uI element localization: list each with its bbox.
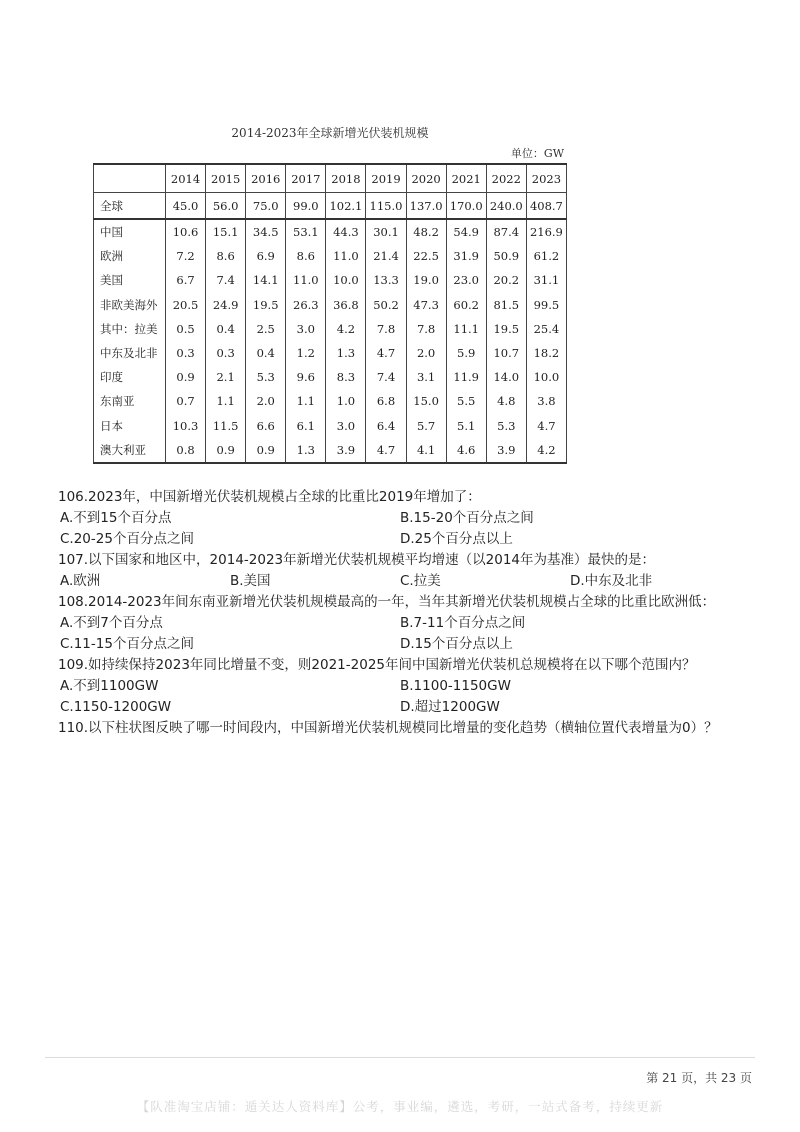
options-row xyxy=(60,508,780,529)
table-cell: 10.0 xyxy=(326,268,366,292)
table-cell: 87.4 xyxy=(486,219,526,244)
table-cell: 0.8 xyxy=(166,438,206,463)
row-label: 中东及北非 xyxy=(94,341,166,365)
table-cell: 5.5 xyxy=(446,389,486,413)
table-cell: 60.2 xyxy=(446,293,486,317)
table-cell: 1.1 xyxy=(206,389,246,413)
options-row xyxy=(60,529,780,550)
table-cell: 19.5 xyxy=(246,293,286,317)
year-header: 2021 xyxy=(446,164,486,193)
table-cell: 7.4 xyxy=(366,365,406,389)
year-header: 2019 xyxy=(366,164,406,193)
answer-option: C.1150-1200GW xyxy=(60,699,172,715)
table-cell: 48.2 xyxy=(406,219,446,244)
table-row xyxy=(94,341,567,365)
table-cell: 6.9 xyxy=(246,244,286,268)
table-row xyxy=(94,219,567,244)
table-cell: 7.4 xyxy=(206,268,246,292)
table-cell: 1.2 xyxy=(286,341,326,365)
question-stem: 109.如持续保持2023年同比增量不变，则2021-2025年间中国新增光伏装机总规模将在以下哪个范围内？ xyxy=(58,657,696,673)
watermark: 【队准淘宝店铺：遁关达人资料库】公考，事业编，遴选，考研，一站式备考，持续更新 xyxy=(136,1099,664,1114)
table-cell: 4.7 xyxy=(526,414,566,438)
table-cell: 31.1 xyxy=(526,268,566,292)
table-cell: 23.0 xyxy=(446,268,486,292)
table-cell: 11.0 xyxy=(286,268,326,292)
row-label: 非欧美海外 xyxy=(94,293,166,317)
table-cell: 3.8 xyxy=(526,389,566,413)
answer-option: A.欧洲 xyxy=(60,573,101,589)
row-label: 澳大利亚 xyxy=(94,438,166,463)
year-header: 2015 xyxy=(206,164,246,193)
table-cell: 8.3 xyxy=(326,365,366,389)
table-cell: 137.0 xyxy=(406,193,446,220)
table-row xyxy=(94,293,567,317)
year-header: 2016 xyxy=(246,164,286,193)
table-cell: 11.9 xyxy=(446,365,486,389)
header-corner xyxy=(94,164,166,193)
table-cell: 4.6 xyxy=(446,438,486,463)
table-cell: 24.9 xyxy=(206,293,246,317)
table-cell: 0.5 xyxy=(166,317,206,341)
answer-option: B.美国 xyxy=(230,573,271,589)
table-cell: 2.0 xyxy=(246,389,286,413)
question-stem: 110.以下柱状图反映了哪一时间段内，中国新增光伏装机规模同比增量的变化趋势（横轴位置代表增量为0）？ xyxy=(58,720,718,736)
table-cell: 8.6 xyxy=(286,244,326,268)
table-cell: 30.1 xyxy=(366,219,406,244)
table-cell: 50.2 xyxy=(366,293,406,317)
table-cell: 5.3 xyxy=(246,365,286,389)
table-cell: 14.1 xyxy=(246,268,286,292)
table-cell: 0.9 xyxy=(166,365,206,389)
table-cell: 4.7 xyxy=(366,341,406,365)
table-cell: 10.7 xyxy=(486,341,526,365)
table-cell: 3.0 xyxy=(326,414,366,438)
table-cell: 13.3 xyxy=(366,268,406,292)
table-cell: 2.0 xyxy=(406,341,446,365)
answer-option: C.拉美 xyxy=(400,573,441,589)
answer-option: D.25个百分点以上 xyxy=(400,531,513,547)
question xyxy=(60,592,780,655)
year-header: 2017 xyxy=(286,164,326,193)
table-cell: 14.0 xyxy=(486,365,526,389)
table-row xyxy=(94,389,567,413)
answer-option: C.20-25个百分点之间 xyxy=(60,531,194,547)
table-cell: 61.2 xyxy=(526,244,566,268)
table-cell: 6.8 xyxy=(366,389,406,413)
table-cell: 3.9 xyxy=(326,438,366,463)
question xyxy=(60,718,780,739)
answer-option: A.不到15个百分点 xyxy=(60,510,172,526)
table-cell: 5.1 xyxy=(446,414,486,438)
table-cell: 36.8 xyxy=(326,293,366,317)
table-cell: 240.0 xyxy=(486,193,526,220)
table-row xyxy=(94,193,567,220)
question-stem: 108.2014-2023年间东南亚新增光伏装机规模最高的一年，当年其新增光伏装机规模占全球的比重比欧洲低： xyxy=(58,594,716,610)
row-label: 印度 xyxy=(94,365,166,389)
table-cell: 5.7 xyxy=(406,414,446,438)
table-cell: 6.1 xyxy=(286,414,326,438)
row-label: 全球 xyxy=(94,193,166,220)
table-cell: 20.2 xyxy=(486,268,526,292)
table-header-row xyxy=(94,164,567,193)
table-cell: 6.4 xyxy=(366,414,406,438)
table-cell: 18.2 xyxy=(526,341,566,365)
table-cell: 34.5 xyxy=(246,219,286,244)
table-cell: 19.5 xyxy=(486,317,526,341)
table-row xyxy=(94,317,567,341)
table-cell: 10.3 xyxy=(166,414,206,438)
answer-option: D.超过1200GW xyxy=(400,699,500,715)
table-cell: 54.9 xyxy=(446,219,486,244)
table-cell: 6.6 xyxy=(246,414,286,438)
question xyxy=(60,550,780,592)
table-cell: 4.7 xyxy=(366,438,406,463)
footer-divider xyxy=(45,1057,755,1058)
options-row xyxy=(60,613,780,634)
year-header: 2014 xyxy=(166,164,206,193)
table-cell: 4.2 xyxy=(526,438,566,463)
table-cell: 11.0 xyxy=(326,244,366,268)
question-stem: 106.2023年，中国新增光伏装机规模占全球的比重比2019年增加了： xyxy=(58,489,481,505)
table-cell: 7.8 xyxy=(406,317,446,341)
table-cell: 75.0 xyxy=(246,193,286,220)
table-row xyxy=(94,244,567,268)
table-cell: 3.9 xyxy=(486,438,526,463)
table-cell: 56.0 xyxy=(206,193,246,220)
table-cell: 99.0 xyxy=(286,193,326,220)
table-cell: 99.5 xyxy=(526,293,566,317)
table-cell: 3.0 xyxy=(286,317,326,341)
table-cell: 0.9 xyxy=(246,438,286,463)
answer-option: B.15-20个百分点之间 xyxy=(400,510,534,526)
table-cell: 170.0 xyxy=(446,193,486,220)
table-cell: 115.0 xyxy=(366,193,406,220)
table-cell: 0.3 xyxy=(166,341,206,365)
table-cell: 47.3 xyxy=(406,293,446,317)
table-cell: 22.5 xyxy=(406,244,446,268)
options-row xyxy=(60,634,780,655)
answer-option: B.1100-1150GW xyxy=(400,678,511,694)
table-cell: 0.7 xyxy=(166,389,206,413)
table-cell: 11.5 xyxy=(206,414,246,438)
table-cell: 50.9 xyxy=(486,244,526,268)
table-unit: 单位：GW xyxy=(510,147,564,160)
table-cell: 102.1 xyxy=(326,193,366,220)
answer-option: A.不到7个百分点 xyxy=(60,615,163,631)
year-header: 2023 xyxy=(526,164,566,193)
question xyxy=(60,487,780,550)
table-title: 2014-2023年全球新增光伏装机规模 xyxy=(231,126,429,140)
table-cell: 31.9 xyxy=(446,244,486,268)
table-cell: 1.0 xyxy=(326,389,366,413)
table-cell: 81.5 xyxy=(486,293,526,317)
table-cell: 44.3 xyxy=(326,219,366,244)
year-header: 2020 xyxy=(406,164,446,193)
page-number: 第 21 页，共 23 页 xyxy=(646,1071,752,1085)
question xyxy=(60,655,780,718)
row-label: 日本 xyxy=(94,414,166,438)
row-label: 欧洲 xyxy=(94,244,166,268)
answer-option: D.15个百分点以上 xyxy=(400,636,513,652)
table-cell: 216.9 xyxy=(526,219,566,244)
table-row xyxy=(94,268,567,292)
table-row xyxy=(94,365,567,389)
options-row xyxy=(60,571,780,592)
table-cell: 0.4 xyxy=(206,317,246,341)
options-row xyxy=(60,676,780,697)
table-cell: 1.3 xyxy=(326,341,366,365)
table-cell: 10.0 xyxy=(526,365,566,389)
row-label: 东南亚 xyxy=(94,389,166,413)
table-cell: 4.8 xyxy=(486,389,526,413)
table-cell: 0.4 xyxy=(246,341,286,365)
year-header: 2022 xyxy=(486,164,526,193)
table-cell: 25.4 xyxy=(526,317,566,341)
data-table xyxy=(93,163,567,464)
table-cell: 7.2 xyxy=(166,244,206,268)
table-cell: 5.9 xyxy=(446,341,486,365)
table-cell: 1.3 xyxy=(286,438,326,463)
table-row xyxy=(94,414,567,438)
answer-option: C.11-15个百分点之间 xyxy=(60,636,194,652)
question-stem: 107.以下国家和地区中，2014-2023年新增光伏装机规模平均增速（以2014年为基准）最快的是： xyxy=(58,552,655,568)
table-cell: 15.1 xyxy=(206,219,246,244)
answer-option: B.7-11个百分点之间 xyxy=(400,615,526,631)
row-label: 美国 xyxy=(94,268,166,292)
table-cell: 20.5 xyxy=(166,293,206,317)
table-cell: 2.5 xyxy=(246,317,286,341)
table-cell: 4.1 xyxy=(406,438,446,463)
table-cell: 3.1 xyxy=(406,365,446,389)
options-row xyxy=(60,697,780,718)
table-cell: 26.3 xyxy=(286,293,326,317)
table-cell: 4.2 xyxy=(326,317,366,341)
table-cell: 5.3 xyxy=(486,414,526,438)
table-cell: 0.9 xyxy=(206,438,246,463)
table-cell: 19.0 xyxy=(406,268,446,292)
answer-option: A.不到1100GW xyxy=(60,678,159,694)
table-cell: 7.8 xyxy=(366,317,406,341)
year-header: 2018 xyxy=(326,164,366,193)
table-cell: 1.1 xyxy=(286,389,326,413)
table-cell: 10.6 xyxy=(166,219,206,244)
table-cell: 45.0 xyxy=(166,193,206,220)
table-cell: 0.3 xyxy=(206,341,246,365)
row-label: 中国 xyxy=(94,219,166,244)
questions-section xyxy=(60,487,780,739)
table-cell: 408.7 xyxy=(526,193,566,220)
table-row xyxy=(94,438,567,463)
table-cell: 2.1 xyxy=(206,365,246,389)
table-cell: 11.1 xyxy=(446,317,486,341)
answer-option: D.中东及北非 xyxy=(570,573,653,589)
table-cell: 6.7 xyxy=(166,268,206,292)
row-label: 其中：拉美 xyxy=(94,317,166,341)
table-cell: 53.1 xyxy=(286,219,326,244)
table-cell: 9.6 xyxy=(286,365,326,389)
table-cell: 21.4 xyxy=(366,244,406,268)
table-cell: 15.0 xyxy=(406,389,446,413)
table-cell: 8.6 xyxy=(206,244,246,268)
